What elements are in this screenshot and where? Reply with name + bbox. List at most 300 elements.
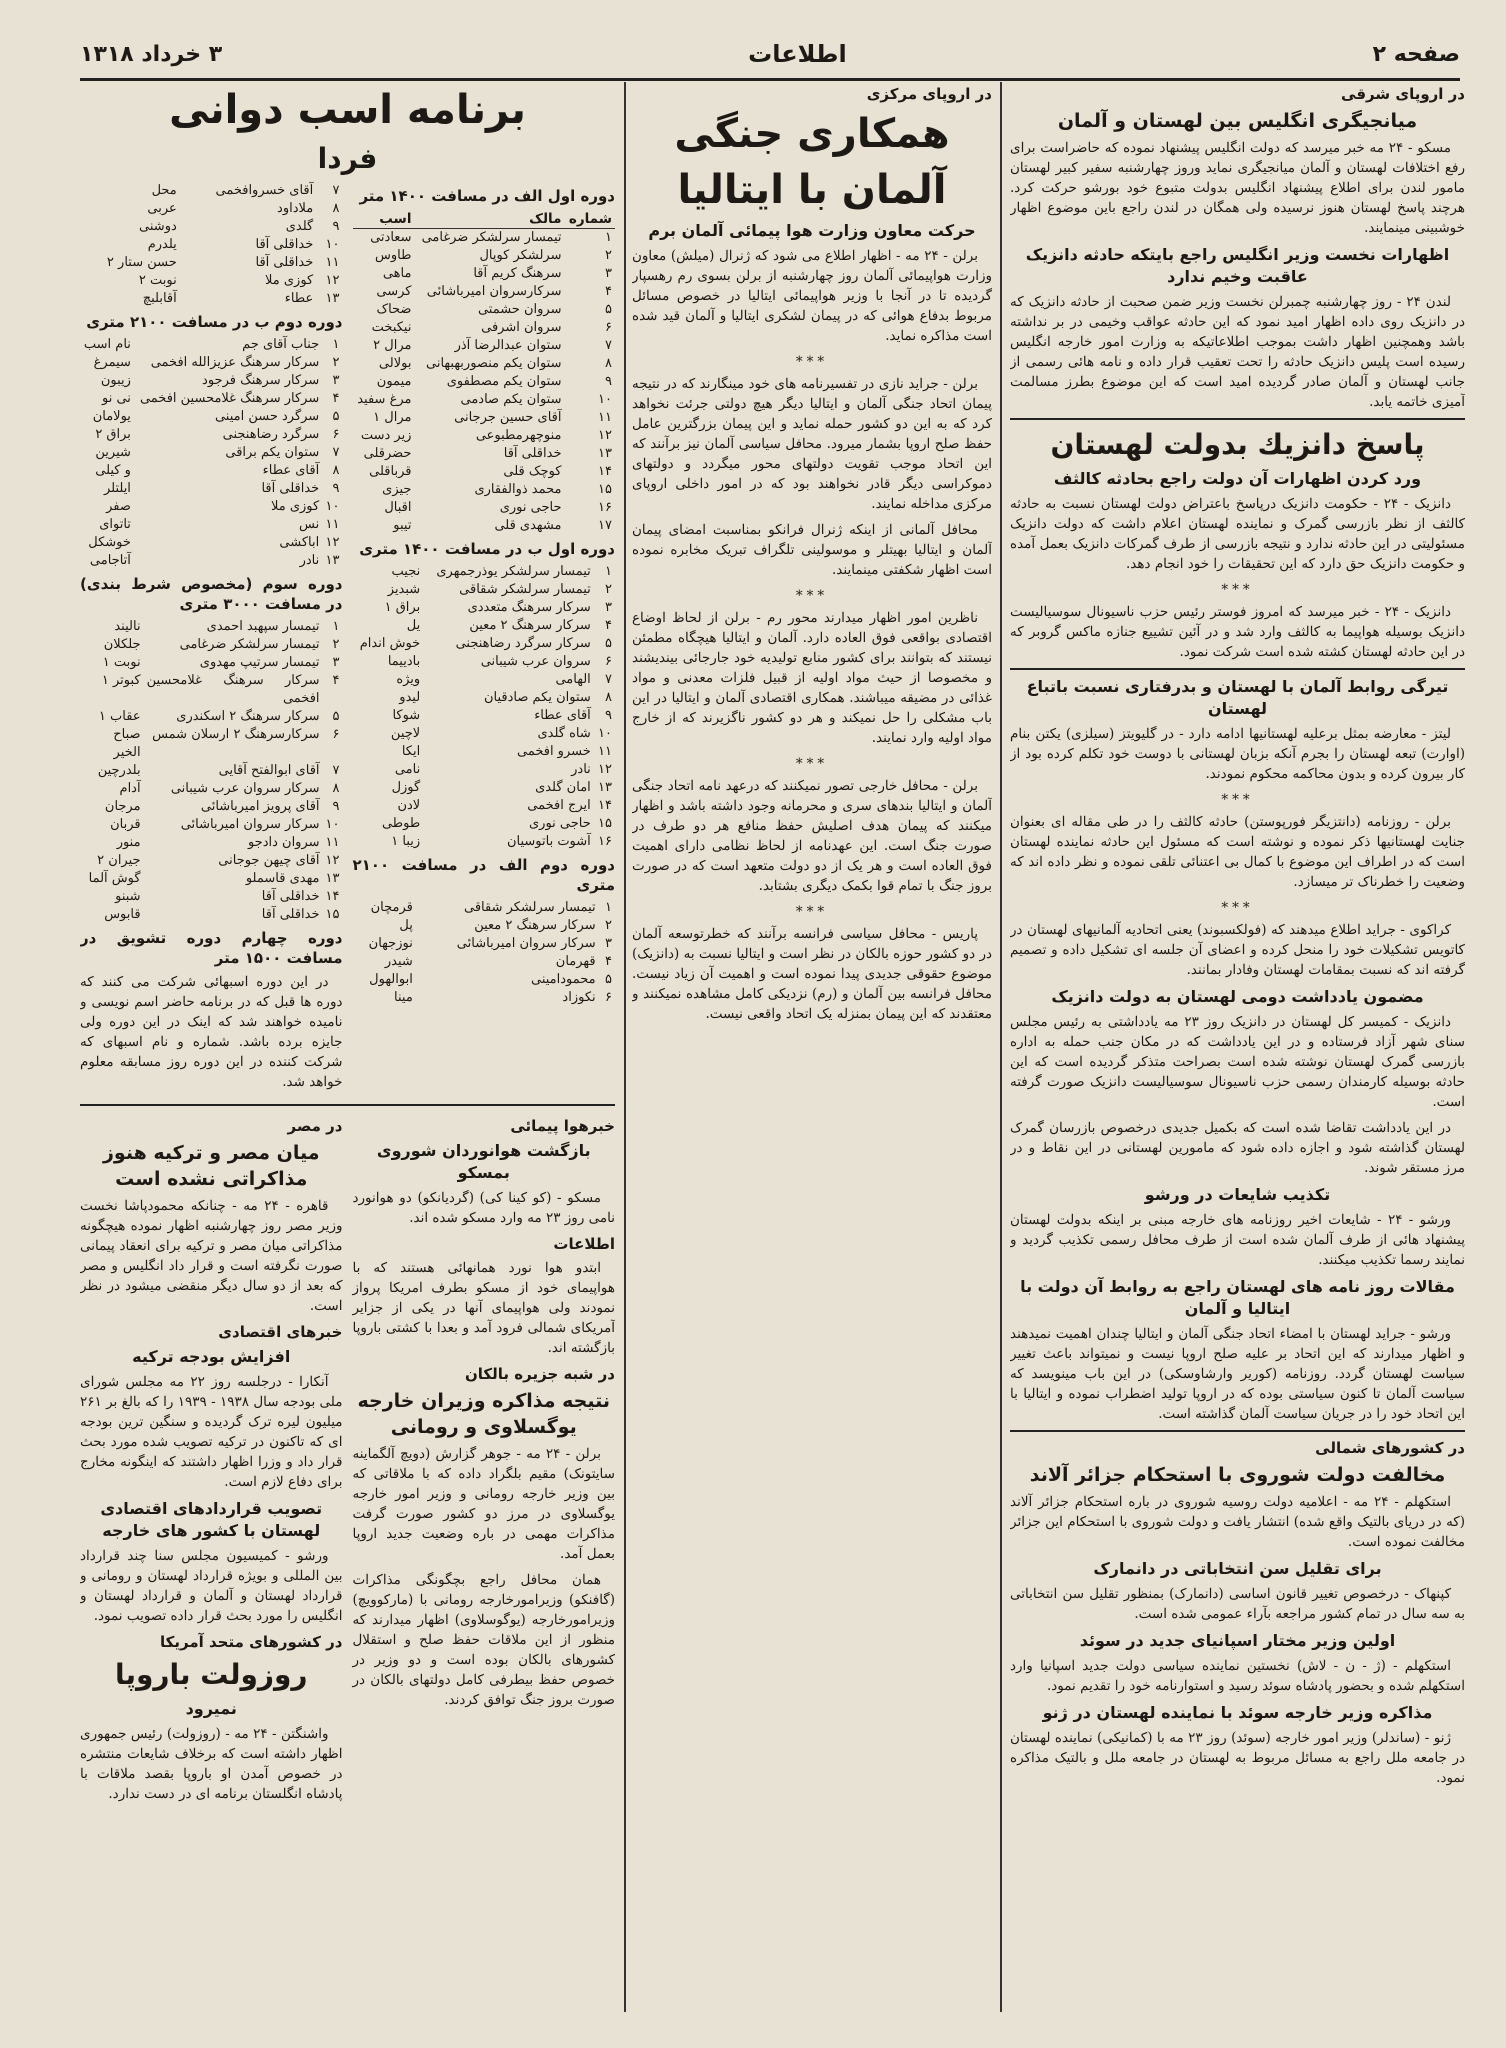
table-row xyxy=(353,319,616,337)
headline: مقالات روز نامه های لهستان راجع به روابط آن دولت با ایتالیا و آلمان xyxy=(1020,1277,1455,1318)
table-cell: ۱۵ xyxy=(598,482,612,497)
table-row xyxy=(80,816,343,834)
table-cell: ۱ xyxy=(605,564,612,579)
table-row xyxy=(353,391,616,409)
table-row xyxy=(353,301,616,319)
table-cell: ۵ xyxy=(605,636,612,651)
table-row xyxy=(80,200,343,218)
table-row xyxy=(353,617,616,635)
table-cell: بولالی xyxy=(378,356,412,371)
race1b-rows xyxy=(80,182,343,308)
table-cell: ۲ xyxy=(332,637,340,652)
table-cell: ۳ xyxy=(605,936,612,951)
table-cell: ۲ xyxy=(605,918,612,933)
table-cell: امان گلدی xyxy=(535,780,591,795)
race-title: دوره دوم ب در مسافت ۲۱۰۰ متری xyxy=(86,313,343,331)
headline: تکذیب شایعات در ورشو xyxy=(1144,1185,1331,1204)
table-cell: ۱۳ xyxy=(325,291,340,306)
table-cell: ۶ xyxy=(332,727,340,742)
table-cell: سرکار سرهنگ غلامحسین افخمی xyxy=(146,673,320,706)
table-cell: ستوان یکم مصطفوی xyxy=(446,374,562,389)
table-cell: طوطی xyxy=(381,816,421,831)
table-cell: ۷ xyxy=(605,338,612,353)
table-row xyxy=(353,917,616,935)
table-cell: ۷ xyxy=(332,183,340,198)
table-cell: سعادتی xyxy=(370,230,412,245)
table-cell: دوشنی xyxy=(139,219,177,234)
section-label: در کشورهای شمالی xyxy=(1315,1439,1465,1457)
article-text: دانزیک - ۲۴ - خبر میرسد که امروز فوستر رئیس حزب ناسیونال سوسیالیست دانزیک بوسیله هواپیما به کالثف وارد شد و در آئین تشییع جنازه ماکس گروبر که در این حادثه لهستان کشته شده است شرکت نمود. xyxy=(1010,604,1465,660)
table-row xyxy=(80,408,343,426)
lower-left xyxy=(80,1112,343,1810)
race-title: دوره اول الف در مسافت ۱۴۰۰ متر xyxy=(359,187,615,205)
table-cell: مهدی قاسملو xyxy=(245,871,320,886)
article-text: ناظرین امور اظهار میدارند محور رم - برلن از لحاظ اوضاع اقتصادی بواقعی فوق العاده دارد. آلمان و ایتالیا هیچگاه مطمئن نیستند که بتوانند برای کشور منابع تولیدیه خود جارجائی بیندیشند و مخصوصا از حیث مواد اولیه از قبیل فلزات معدنی و مواد غذائی در مضیقه میباشند. همکاری اقتصادی آلمان و ایتالیا در این باب مشکلی را حل نمیکند و هر دو کشور ناگزیرند که از خارج مواد اولیه وارد نمایند. xyxy=(632,610,992,746)
table-cell: ۱۶ xyxy=(598,500,612,515)
article-text: قاهره - ۲۴ مه - چنانکه محمودپاشا نخست وزیر مصر روز چهارشنبه اظهار نموده هیچگونه مذاکراتی میان مصر و ترکیه برای انعقاد پیمانی صورت نگرفته است و قرار داد انگلیس و مصر که بعد از دو سال دیگر منقضی میشود در نظر است. xyxy=(80,1198,343,1314)
table-row xyxy=(80,272,343,290)
race-table xyxy=(353,899,616,1007)
article-text: برلن - روزنامه (دانتزیگر فورپوستن) حادثه کالثف را در طی مقاله ای بعنوان جنایت لهستانیها ذکر نموده و نوشته است که مسئول این حادثه نماینده لهستان است که در اطراف این موضوع با کمال بی اعتنائی تلقی نموده و نظر داده اند که وضعیت را خطرناک تر میسازد. xyxy=(1010,814,1465,890)
table-row xyxy=(353,725,616,743)
article-text: همان محافل راجع بچگونگی مذاکرات (گافنکو) وزیرامورخارجه رومانی با (مارکوویچ) وزیرامورخارجه (یوگوسلاوی) اظهار میدارند که منظور از این ملاقات حفظ صلح و استقلال کشورهای بالکان بوده است و دو وزیر در خصوص حفظ بیطرفی کامل دولتهای بالکان در صورت بروز جنگ توافق کردند. xyxy=(352,1572,615,1708)
table-row xyxy=(80,372,343,390)
table-cell: طاوس xyxy=(375,248,412,263)
table-cell: ۱ xyxy=(332,337,340,352)
east-column xyxy=(1010,80,1465,2010)
table-cell: ملاداود xyxy=(277,201,314,216)
table-cell: تیبو xyxy=(393,518,412,533)
table-cell: سرلشکر کوپال xyxy=(479,248,562,263)
headline: روزولت باروپا xyxy=(114,1658,308,1691)
table-cell: کوزی ملا xyxy=(271,499,320,514)
table-row xyxy=(80,534,343,552)
table-cell: محل xyxy=(151,183,177,198)
table-cell: قابوس xyxy=(104,907,141,922)
table-cell: مرال ۱ xyxy=(373,410,412,425)
table-row xyxy=(353,671,616,689)
race-block-right xyxy=(353,182,616,1098)
table-cell: صفر xyxy=(106,499,131,514)
table-row xyxy=(80,462,343,480)
table-cell: جلکلان xyxy=(103,637,141,652)
article-text: لندن ۲۴ - روز چهارشنبه چمبرلن نخست وزیر ضمن صحبت از حادثه دانزیک که در دانزیک روی داده اظهار امید نمود که این حادثه عواقب وخیمی در بر نداشته باشد وهمچنین اظهار داشت بموجب اطلاعاتیکه به وزارت امور خارجه انگلیس رسیده است پلیس دانزیک حادثه را تحت تعقیب قرار داده و نامه هائی رسمی از جانب لهستان و آلمان صادر گردیده امید است که این موضوع بطرز مسالمت آمیزی خاتمه یابد. xyxy=(1010,294,1465,410)
race-table xyxy=(353,563,616,851)
table-cell: ستوان یکم براقی xyxy=(225,445,320,460)
article-text: محافل آلمانی از اینکه ژنرال فرانکو بمناسبت امضای پیمان آلمان و ایتالیا بهیتلر و موسولینی تلگراف تبریک مخابره نموده است اظهار شکفتی مینمایند. xyxy=(632,522,992,578)
table-cell: ۴ xyxy=(605,954,612,969)
table-cell: زیبا ۱ xyxy=(391,834,421,849)
table-cell: خوشکل xyxy=(88,535,131,550)
column-rule-1 xyxy=(1000,82,1002,2012)
table-cell: مرجان xyxy=(104,799,141,814)
table-cell: ستوان عبدالرضا آذر xyxy=(454,338,562,353)
headline: برای تقلیل سن انتخاباتی در دانمارک xyxy=(1093,1559,1382,1578)
table-row xyxy=(353,373,616,391)
table-row xyxy=(80,516,343,534)
race1-rows xyxy=(353,229,616,536)
table-row xyxy=(353,971,616,989)
table-cell: شاه گلدی xyxy=(537,726,591,741)
table-row xyxy=(353,779,616,797)
section-label: اطلاعات xyxy=(553,1235,615,1253)
table-cell: سرهنگ کریم آقا xyxy=(473,266,562,281)
table-cell: ۱۲ xyxy=(598,762,612,777)
table-cell: ستوان یکم صادمی xyxy=(460,392,562,407)
table-row xyxy=(353,833,616,851)
table-row xyxy=(353,581,616,599)
table-cell: ۸ xyxy=(332,463,340,478)
article-text: ورشو - جراید لهستان با امضاء اتحاد جنگی آلمان و ایتالیا چندان اهمیت نمیدهند و اظهار میدارند که این اتحاد بر علیه صلح اروپا نیست و نمیتواند باعث تغییر سیاست لهستان گردد. روزنامه (کوریر وارشاوسکی) در این باب مینویسد که سیاست آلمان تا کنون سیاستی بوده که در اروپا تولید اضطراب نموده و ایتالیا با این اتحاد خود را در جریان سیاست آلمان گذاشته است. xyxy=(1010,1326,1465,1422)
section-label: در اروپای مرکزی xyxy=(866,85,992,103)
table-row xyxy=(80,888,343,906)
table-cell: و کیلی xyxy=(95,463,131,478)
table-cell: الهامی xyxy=(555,672,591,687)
table-cell: نجیب xyxy=(391,564,421,579)
table-cell: ایلتلر xyxy=(103,481,131,496)
headline: برنامه اسب دوانی xyxy=(169,87,526,133)
article-text: آنکارا - درجلسه روز ۲۲ مه مجلس شورای ملی بودجه سال ۱۹۳۸ - ۱۹۳۹ را که بالغ بر ۲۶۱ میلیون لیره ترک گردیده و سنگین ترین بودجه ای که تاکنون در ترکیه تصویب شده مورد بحث قرار داد و وزرا اظهار داشتند که اینگونه مخارج برای دفاع لازم است. xyxy=(80,1374,343,1490)
table-cell: سیمرغ xyxy=(93,355,131,370)
table-cell: شوکا xyxy=(392,708,421,723)
table-cell: آقای حسین جرجانی xyxy=(454,410,562,425)
table-cell: ۱ xyxy=(605,900,612,915)
article-text: کراکوی - جراید اطلاع میدهند که (فولکسبوند) یعنی اتحادیه آلمانیهای لهستان در کاتویس تشکیلات خود را منحل کرده و اعضای آن جلسه ای تشکیل داده و تصمیم گرفته اند که نسبت بمقامات لهستان وفادار بمانند. xyxy=(1010,922,1465,978)
article-text: لیتز - معارضه بمثل برعلیه لهستانیها ادامه دارد - در گلیویتز (سیلزی) یکتن بنام (اوارت) تبعه لهستان را بجرم آنکه بزبان لهستانی با دوست خود تکلم کرده بود از کار بیرون کرده و بدون محاکمه محکوم نمودند. xyxy=(1010,726,1465,782)
table-cell: خسرو افخمی xyxy=(516,744,591,759)
table-header: شماره مالک اسب xyxy=(353,210,616,229)
table-row xyxy=(353,247,616,265)
table-cell: ۱۴ xyxy=(598,464,612,479)
divider xyxy=(1010,668,1465,670)
race3-rows xyxy=(80,618,343,924)
table-cell: مرال ۲ xyxy=(373,338,412,353)
table-cell: گلدی xyxy=(285,219,314,234)
west-column xyxy=(80,80,615,2010)
table-cell: ۱۲ xyxy=(325,853,340,868)
divider xyxy=(1010,418,1465,420)
table-cell: نیکبخت xyxy=(371,320,412,335)
table-row xyxy=(80,762,343,780)
table-cell: تیمسار سرلشکر یوذرجمهری xyxy=(436,564,591,579)
table-row xyxy=(80,426,343,444)
table-cell: کوزی ملا xyxy=(265,273,314,288)
table-row xyxy=(353,265,616,283)
separator: *** xyxy=(795,904,829,920)
race-table xyxy=(353,210,616,535)
article-text: برلن - ۲۴ مه - جوهر گزارش (دویچ آلگماینه سایتونک) مقیم بلگراد داده که با ملاقاتی که بین وزیر خارجه رومانی و وزیر امور خارجه یوگسلاوی در مرز دو کشور صورت گرفت مذاکرات مهمی در باره وضعیت جدید اروپا بعمل آمد. xyxy=(352,1446,615,1562)
article-text: در این یادداشت تقاضا شده است که بکمیل جدیدی درخصوص بازرسان گمرک لهستان گذاشته شود و اجازه داده شود که مامورین لهستانی در این نقاط و در مرز مستقر شوند. xyxy=(1010,1120,1465,1176)
table-cell: تیمسار سرلشکر ضرغامی xyxy=(421,230,562,245)
table-row xyxy=(353,797,616,815)
table-row xyxy=(80,708,343,726)
table-cell: نوزجهان xyxy=(368,936,413,951)
table-cell: نام اسب xyxy=(83,337,131,352)
table-row xyxy=(353,499,616,517)
subheadline: نمیرود xyxy=(185,1699,237,1718)
table-cell: محمد ذوالفقاری xyxy=(474,482,562,497)
table-cell: آقای عطاء xyxy=(262,463,320,478)
table-cell: قرباقلی xyxy=(369,464,412,479)
table-cell: جناب آقای جم xyxy=(242,337,320,352)
headline: مضمون یادداشت دومی لهستان به دولت دانزیک xyxy=(1051,987,1424,1006)
race1c-rows xyxy=(353,563,616,851)
table-row xyxy=(353,445,616,463)
table-row xyxy=(353,229,616,248)
table-cell: براق ۲ xyxy=(95,427,131,442)
table-cell: ۷ xyxy=(605,672,612,687)
table-row xyxy=(80,798,343,816)
table-cell: جیزی xyxy=(382,482,412,497)
section-label: خبرهای اقتصادی xyxy=(218,1323,343,1341)
table-cell: نکوزاد xyxy=(562,990,596,1005)
table-cell: ۱۳ xyxy=(325,553,340,568)
table-cell: ایکا xyxy=(401,744,421,759)
table-cell: آقابلبچ xyxy=(142,291,177,306)
separator: *** xyxy=(1221,582,1254,598)
table-cell: صباح الخیر xyxy=(113,727,141,760)
table-cell: خداقلی آقا xyxy=(261,481,320,496)
separator: *** xyxy=(795,756,829,772)
table-row xyxy=(80,254,343,272)
table-cell: سرکار سروان امیرباشائی xyxy=(180,817,320,832)
table-row xyxy=(353,481,616,499)
table-cell: نی نو xyxy=(102,391,131,406)
headline: تیرگی روابط آلمان با لهستان و بدرفتاری نسبت باتباع لهستان xyxy=(1026,677,1449,718)
table-cell: ۱۱ xyxy=(325,255,340,270)
table-cell: لیدو xyxy=(399,690,421,705)
headline: مخالفت دولت شوروی با استحکام جزائر آلاند xyxy=(1029,1464,1446,1486)
table-row xyxy=(80,236,343,254)
article-text: مسکو - ۲۴ مه خبر میرسد که دولت انگلیس پیشنهاد نموده که حاضراست برای رفع اختلافات لهستان و آلمان میانجیگری نماید وروز چهارشنبه سفیر کبیر لهستان مامور لندن برای اطلاع پیشنهاد انگلیس بدولت متبوع خود بورشو حرکت کرد. هرچند پاسخ لهستان هنوز نرسیده ولی همگان در لندن راجع باین موضوع اظهار خوشبینی مینمایند. xyxy=(1010,140,1465,236)
article-text: ورشو - کمیسیون مجلس سنا چند قرارداد بین المللی و بویژه قرارداد لهستان و رومانی و قرارداد لهستان و آلمان و قرارداد لهستان و انگلیس را مورد بحث قرار داده تصویب نمود. xyxy=(80,1548,343,1624)
table-cell: قهرمان xyxy=(555,954,596,969)
table-cell: ۲ xyxy=(332,355,340,370)
table-cell: ۸ xyxy=(605,690,612,705)
article-text: واشنگتن - ۲۴ مه - (روزولت) رئیس جمهوری اظهار داشته است که برخلاف شایعات منتشره در خصوص آمدن او باروپا بقصد ملاقات با پادشاه انگلستان برنامه ای در دست ندارد. xyxy=(80,1726,343,1802)
table-cell: ۴ xyxy=(605,618,612,633)
table-cell: سرکار سرهنگ عزیزالله افخمی xyxy=(150,355,320,370)
table-cell: نوبت ۲ xyxy=(138,273,177,288)
race-title: دوره سوم (مخصوص شرط بندی) در مسافت ۳۰۰۰ متری xyxy=(80,575,343,613)
race-table xyxy=(80,336,343,570)
table-cell: منور xyxy=(116,835,141,850)
table-cell: تاتوای xyxy=(99,517,131,532)
table-row xyxy=(80,354,343,372)
table-cell: منوچهرمطبوعی xyxy=(475,428,562,443)
table-cell: ۸ xyxy=(332,201,340,216)
table-cell: نامی xyxy=(394,762,421,777)
table-cell: ۴ xyxy=(605,284,612,299)
table-row xyxy=(80,852,343,870)
table-cell: کبوتر ۱ xyxy=(101,673,141,688)
table-cell: ۱۴ xyxy=(325,889,340,904)
table-cell: ۳ xyxy=(605,266,612,281)
table-cell: ۱۳ xyxy=(325,871,340,886)
race-block-left xyxy=(80,182,343,1098)
table-cell: سرگرد رضاهنجنی xyxy=(222,427,320,442)
table-cell: پل xyxy=(399,918,413,933)
table-cell: ۳ xyxy=(605,600,612,615)
table-cell: آقای عطاء xyxy=(534,708,591,723)
section-label: در اروپای شرقی xyxy=(1341,85,1465,103)
table-cell: ۱۵ xyxy=(325,907,340,922)
table-cell: خداقلی آقا xyxy=(503,446,562,461)
subheadline: حرکت معاون وزارت هوا پیمائی آلمان برم xyxy=(648,221,976,240)
table-cell: ۳ xyxy=(332,655,340,670)
table-cell: عربی xyxy=(147,201,177,216)
table-cell: ۱۴ xyxy=(598,798,612,813)
table-cell: ستوان یکم منصوربهبهانی xyxy=(425,356,562,371)
table-cell: نس xyxy=(299,517,320,532)
table-cell: ۲ xyxy=(605,582,612,597)
table-cell: زیبون xyxy=(100,373,131,388)
headline: تصویب قراردادهای اقتصادی لهستان با کشور های خارجه xyxy=(100,1499,323,1540)
table-cell: ۱۱ xyxy=(598,410,612,425)
race-title: دوره دوم الف در مسافت ۲۱۰۰ متری xyxy=(352,856,615,894)
table-cell: سروان اشرفی xyxy=(481,320,562,335)
table-cell: آقای چیهن جوجانی xyxy=(218,853,320,868)
table-cell: ایرج افخمی xyxy=(527,798,591,813)
table-cell: تیمسار سپهبد احمدی xyxy=(206,619,320,634)
table-cell: براق ۱ xyxy=(384,600,421,615)
article-text: استکهلم - (ژ - ن - لاش) نخستین نماینده سیاسی دولت جدید اسپانیا وارد استکهلم شده و بحضور پادشاه سوئد رسید و استوارنامه خود را تقدیم نمود. xyxy=(1010,1658,1465,1694)
table-cell: خداقلی آقا xyxy=(261,889,320,904)
headline: پاسخ دانزیك بدولت لهستان xyxy=(1050,428,1425,461)
headline: میانجیگری انگلیس بین لهستان و آلمان xyxy=(1057,110,1418,132)
table-cell: آدام xyxy=(119,781,141,796)
race2-rows xyxy=(80,336,343,570)
race-table xyxy=(80,182,343,308)
table-cell: ۶ xyxy=(605,654,612,669)
table-row xyxy=(353,563,616,581)
table-cell: محمودامینی xyxy=(530,972,596,987)
table-cell: ۵ xyxy=(332,709,340,724)
article-text: استکهلم - ۲۴ مه - اعلامیه دولت روسیه شوروی در باره استحکام جزائر آلاند (که در دریای بالتیک واقع شده) انتشار یافت و دولت شوروی با استحکام این جزائر مخالفت نموده است. xyxy=(1010,1494,1465,1550)
table-cell: نالیند xyxy=(114,619,141,634)
column-rule-2 xyxy=(624,82,626,2012)
race-table xyxy=(80,618,343,924)
table-row xyxy=(80,780,343,798)
table-cell: ۱۲ xyxy=(325,535,340,550)
article-text: برلن - ۲۴ مه - اظهار اطلاع می شود که ژنرال (میلش) معاون وزارت هواپیمائی آلمان روز چهارشنبه از برلن بسوی رم رهسپار گردیده تا در آنجا با وزیر هواپیمائی ایتالیا در خصوص مسائل مربوط بدفاع هوائی که در پیمان لشکری ایتالیا و آلمان قید شده است مذاکره نماید. xyxy=(632,248,992,344)
table-cell: سروان عرب شیبانی xyxy=(480,654,591,669)
table-cell: حاجی نوری xyxy=(499,500,562,515)
headline: میان مصر و ترکیه هنوز مذاکراتی نشده است xyxy=(102,1142,320,1190)
race-title: دوره چهارم دوره تشویق در مسافت ۱۵۰۰ متر xyxy=(80,929,343,967)
table-cell: سرگرد حسن امینی xyxy=(214,409,320,424)
table-cell: تیمسار سرلشکر شقاقی xyxy=(459,582,591,597)
table-row xyxy=(353,953,616,971)
table-cell: مشهدی قلی xyxy=(494,518,562,533)
table-cell: ۱۲ xyxy=(598,428,612,443)
table-cell: آقای ابوالفتح آقایی xyxy=(218,763,320,778)
table-row xyxy=(80,870,343,888)
table-row xyxy=(353,635,616,653)
table-cell: آقای پرویز امیرباشائی xyxy=(200,799,320,814)
table-cell: کوچک قلی xyxy=(503,464,562,479)
table-row xyxy=(80,552,343,570)
newspaper-name: اطلاعات xyxy=(748,40,847,68)
table-row xyxy=(353,599,616,617)
table-cell: نوبت ۱ xyxy=(102,655,141,670)
table-cell: سرکارسرهنگ ۲ ارسلان شمس xyxy=(152,727,320,742)
table-cell: ۵ xyxy=(332,409,340,424)
headline: همکاری جنگی xyxy=(674,111,950,157)
table-cell: قرمچان xyxy=(370,900,413,915)
table-cell: میمون xyxy=(376,374,412,389)
table-cell: مرغ سفید xyxy=(357,392,412,407)
table-cell: ۷ xyxy=(332,763,340,778)
table-cell: ۹ xyxy=(332,481,340,496)
table-cell: ۱ xyxy=(605,230,612,245)
table-cell: آشوت باتوسیان xyxy=(506,834,591,849)
table-cell: تیمسار سرلشکر ضرغامی xyxy=(179,637,320,652)
table-cell: لادن xyxy=(397,798,421,813)
table-row xyxy=(353,463,616,481)
table-cell: مینا xyxy=(394,990,413,1005)
article-text: پاریس - محافل سیاسی فرانسه برآنند که خطرتوسعه آلمان در دو کشور حوزه بالکان در نظر است و ایتالیا نسبت به (دانزیک) موضوع حقوقی جدیدی پیدا نموده است و اهمیت آن زیاد نیست. محافل فرانسه بین آلمان و (رم) نزدیکی کامل مشاهده نمیکنند و معتقدند که این پیمان بمنزله یک اتحاد واقعی نیست. xyxy=(632,926,992,1022)
subheadline: فردا xyxy=(317,142,378,175)
section-label: در شبه جزیره بالکان xyxy=(465,1365,615,1383)
table-cell: عقاب ۱ xyxy=(98,709,141,724)
table-cell: زیر دست xyxy=(360,428,412,443)
table-row xyxy=(80,444,343,462)
headline: اولین وزیر مختار اسپانیای جدید در سوئد xyxy=(1079,1631,1396,1650)
central-column xyxy=(632,80,992,2010)
issue-date: ۳ خرداد ۱۳۱۸ xyxy=(80,41,223,67)
table-cell: ۴ xyxy=(332,391,340,406)
section-label: در مصر xyxy=(287,1117,343,1135)
table-cell: سرکار سروان امیرباشائی xyxy=(456,936,596,951)
table-cell: سرکارسروان امیرباشائی xyxy=(426,284,562,299)
table-cell: ستوان یکم صادقیان xyxy=(483,690,591,705)
page-number: صفحه ۲ xyxy=(1372,41,1460,67)
table-row xyxy=(353,283,616,301)
table-cell: ۱۱ xyxy=(598,744,612,759)
table-row xyxy=(353,653,616,671)
table-cell: یل xyxy=(406,618,421,633)
table-cell: اقبال xyxy=(384,500,412,515)
article-text: ورشو - ۲۴ - شایعات اخیر روزنامه های خارجه مبنی بر اینکه بدولت لهستان پیشنهاد هائی از طرف آلمان شده است از طرف محافل رسمی تکذیب گردید و نمایند رسما تکذیب میکنند. xyxy=(1010,1212,1465,1268)
table-cell: خوش اندام xyxy=(359,636,421,651)
table-cell: ۹ xyxy=(605,374,612,389)
table-cell: خداقلی آقا xyxy=(255,255,314,270)
table-cell: ابوالهول xyxy=(369,972,413,987)
table-cell: ۱۰ xyxy=(598,392,612,407)
article-text: دانزیک - ۲۴ - حکومت دانزیک درپاسخ باعتراض دولت لهستان نسبت به حادثه کالثف از نظر بازرسی گمرک و نماینده لهستان اعلام داشت که دولت دانزیک مسئولیتی در این حادثه ندارد و نتیجه بازرسی از طرف گمرکات دانزیک بعمل آمده و حکومت دانزیک حق دارد که این تحقیقات را خود انجام دهد. xyxy=(1010,496,1465,572)
table-row xyxy=(80,726,343,762)
table-cell: ۵ xyxy=(605,972,612,987)
headline: بازگشت هوانوردان شوروی بمسکو xyxy=(376,1141,591,1182)
table-cell: سرکار سرهنگ ۲ معین xyxy=(469,618,591,633)
table-cell: ۹ xyxy=(332,799,340,814)
table-cell: ۱۰ xyxy=(598,726,612,741)
separator: *** xyxy=(795,354,829,370)
table-row xyxy=(80,834,343,852)
table-cell: شبدیز xyxy=(387,582,421,597)
divider xyxy=(1010,1430,1465,1432)
table-row xyxy=(80,218,343,236)
table-cell: اباکشی xyxy=(279,535,320,550)
table-cell: سروان حشمتی xyxy=(477,302,562,317)
separator: *** xyxy=(795,588,829,604)
lower-right xyxy=(353,1112,616,1810)
table-row xyxy=(80,654,343,672)
table-row xyxy=(80,182,343,200)
table-cell: ۱۳ xyxy=(598,446,612,461)
table-cell: ویژه xyxy=(396,672,421,687)
